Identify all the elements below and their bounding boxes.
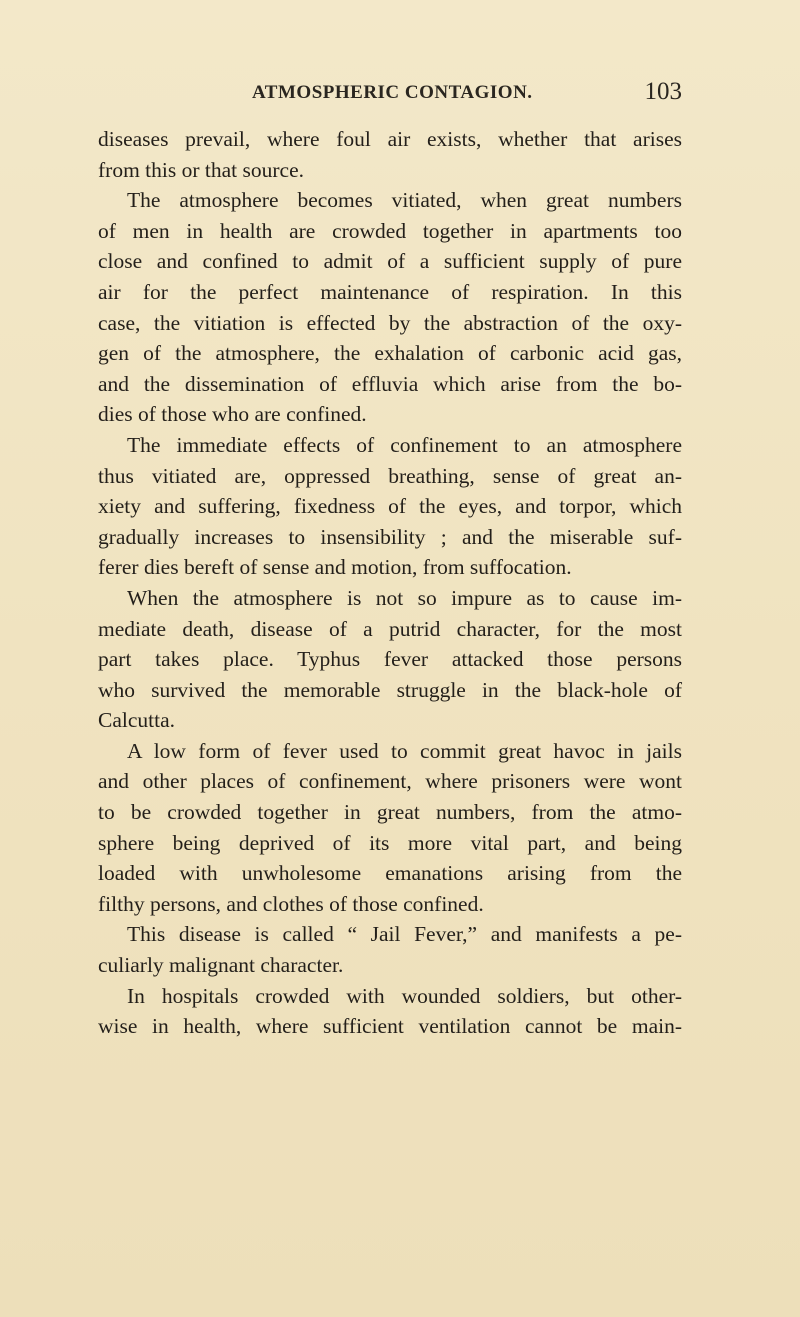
text-line: case, the vitiation is effected by the abstraction of the oxy- <box>98 310 682 335</box>
text-line: diseases prevail, where foul air exists, whether that arises <box>98 127 682 151</box>
text-line: xiety and suffering, fixedness of the eyes, and torpor, which <box>98 494 682 519</box>
text-line: The immediate effects of confinement to an atmosphere <box>127 432 682 457</box>
text-line: wise in health, where sufficient ventilation cannot be main- <box>98 1014 682 1039</box>
text-line: sphere being deprived of its more vital part, and being <box>98 830 682 855</box>
text-line: loaded with unwholesome emanations arising from the <box>98 861 682 886</box>
text-line: This disease is called “ Jail Fever,” and manifests a pe- <box>127 922 682 947</box>
page-number: 103 <box>644 78 682 105</box>
text-line: dies of those who are confined. <box>98 402 367 427</box>
text-line: gen of the atmosphere, the exhalation of carbonic acid gas, <box>98 341 682 366</box>
text-line: The atmosphere becomes vitiated, when great numbers <box>127 188 682 213</box>
text-line: thus vitiated are, oppressed breathing, sense of great an- <box>98 463 682 488</box>
text-line: of men in health are crowded together in apartments too <box>98 218 682 243</box>
text-line: close and confined to admit of a sufficient supply of pure <box>98 249 682 274</box>
text-line: A low form of fever used to commit great havoc in jails <box>127 738 682 763</box>
text-line: In hospitals crowded with wounded soldiers, but other- <box>127 983 682 1008</box>
text-line: and other places of confinement, where prisoners were wont <box>98 769 682 794</box>
page-header <box>252 78 682 108</box>
body-text <box>98 124 682 1042</box>
text-line: part takes place. Typhus fever attacked those persons <box>98 647 682 672</box>
text-line: culiarly malignant character. <box>98 953 344 978</box>
text-line: from this or that source. <box>98 157 304 182</box>
running-head: ATMOSPHERIC CONTAGION. <box>252 82 533 103</box>
text-line: Calcutta. <box>98 708 176 733</box>
text-line: and the dissemination of effluvia which arise from the bo- <box>98 371 682 396</box>
text-line: When the atmosphere is not so impure as to cause im- <box>127 585 682 610</box>
text-line: air for the perfect maintenance of respiration. In this <box>98 279 682 304</box>
text-line: filthy persons, and clothes of those confined. <box>98 891 484 916</box>
text-line: ferer dies bereft of sense and motion, from suffocation. <box>98 555 572 580</box>
text-line: mediate death, disease of a putrid character, for the most <box>98 616 682 641</box>
text-line: to be crowded together in great numbers, from the atmo- <box>98 800 682 825</box>
text-line: who survived the memorable struggle in the black-hole of <box>98 677 682 702</box>
text-line: gradually increases to insensibility ; and the miserable suf- <box>98 524 682 549</box>
